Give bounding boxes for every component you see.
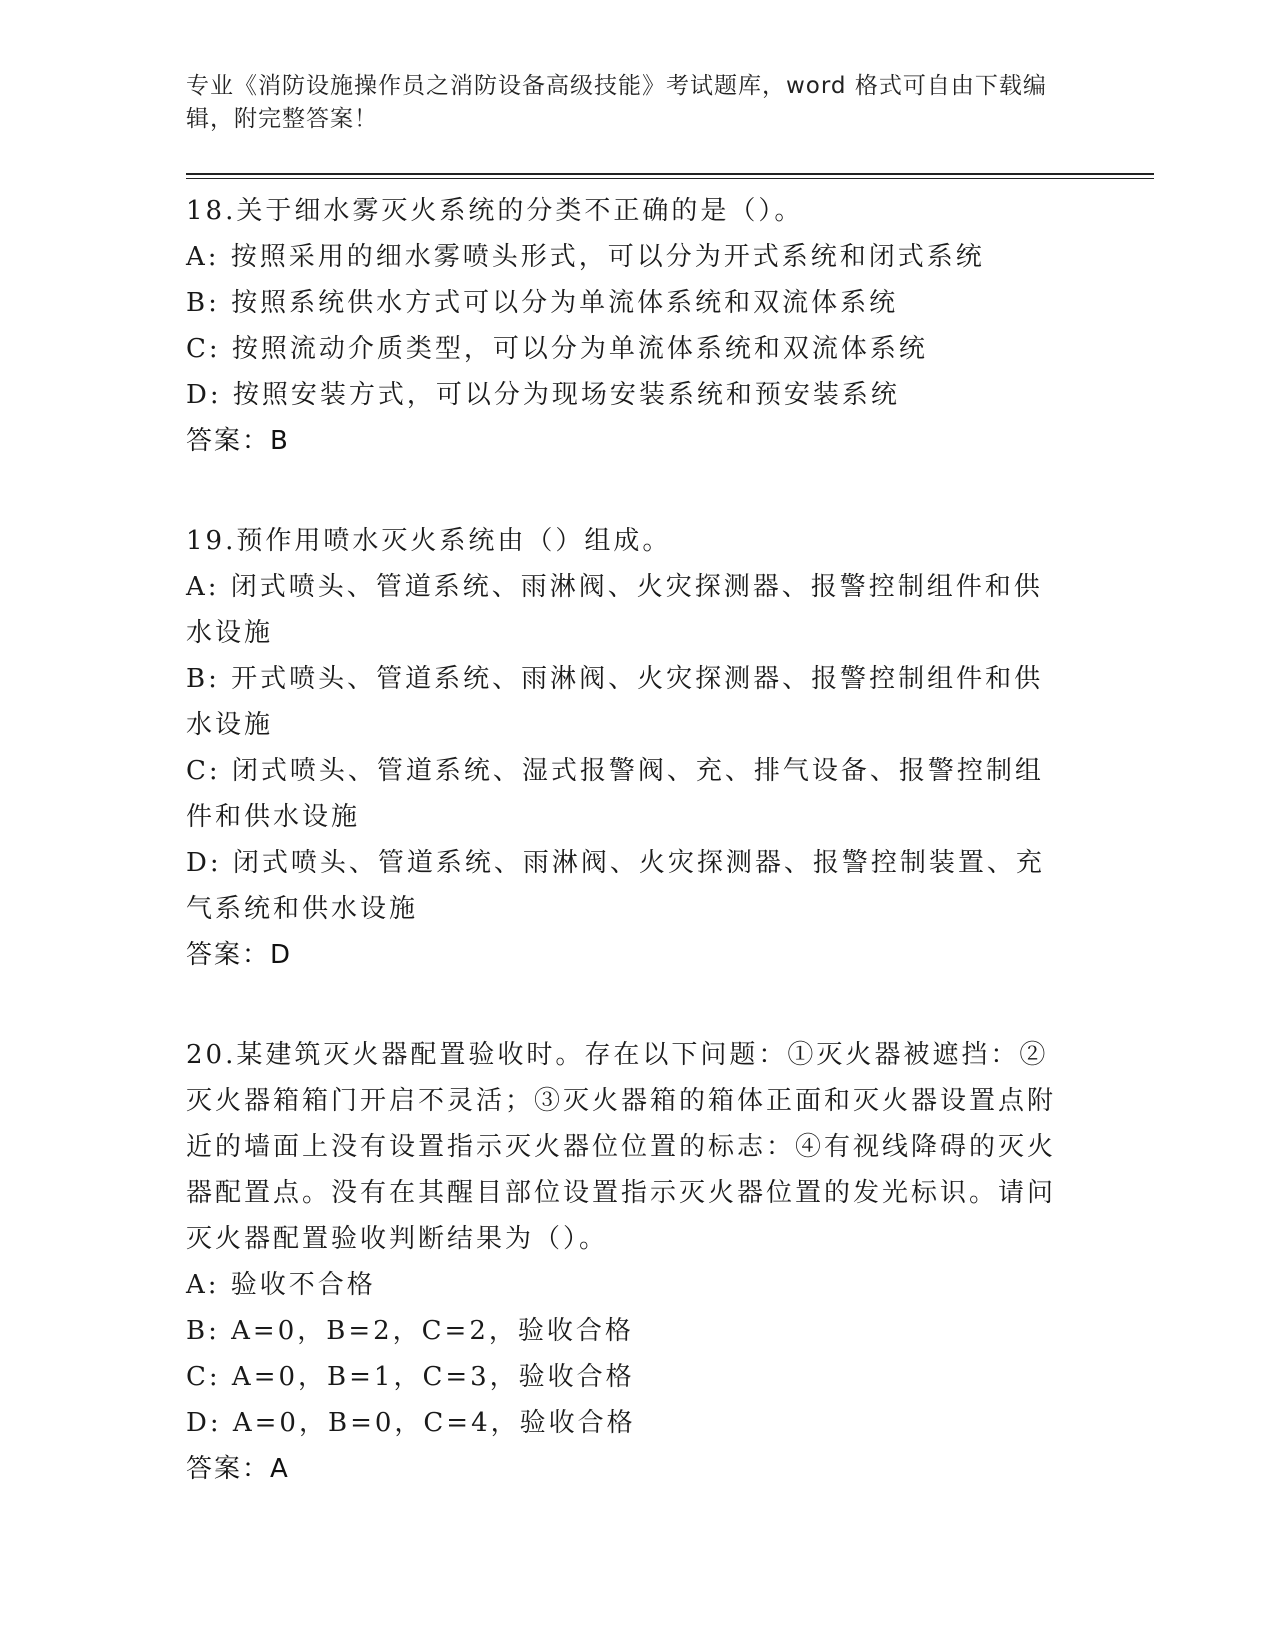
option-d: D: A=0，B=0，C=4，验收合格 <box>186 1408 636 1438</box>
answer-label: 答案：A <box>186 1454 290 1484</box>
answer-label: 答案：B <box>186 426 290 456</box>
question-19 <box>186 518 1066 978</box>
question-stem: 18.关于细水雾灭火系统的分类不正确的是（）。 <box>186 196 804 226</box>
question-18 <box>186 188 1066 464</box>
header-divider-thin <box>186 178 1154 179</box>
option-a: A: 验收不合格 <box>186 1270 376 1300</box>
option-a: A: 按照采用的细水雾喷头形式，可以分为开式系统和闭式系统 <box>186 242 985 272</box>
option-b: B: 按照系统供水方式可以分为单流体系统和双流体系统 <box>186 288 899 318</box>
header-divider-thick <box>186 173 1154 175</box>
question-list <box>186 188 1066 1546</box>
option-c: C: 闭式喷头、管道系统、湿式报警阀、充、排气设备、报警控制组件和供水设施 <box>186 756 1044 832</box>
question-stem: 19.预作用喷水灭火系统由（）组成。 <box>186 526 672 556</box>
question-stem: 20.某建筑灭火器配置验收时。存在以下问题：①灭火器被遮挡：②灭火器箱箱门开启不灵活；③灭火器箱的箱体正面和灭火器设置点附近的墙面上没有设置指示灭火器位位置的标志：④有视线降碍的灭火器配置点。没有在其醒目部位设置指示灭火器位置的发光标识。请问灭火器配置验收判断结果为（）。 <box>186 1040 1057 1254</box>
header-text: 专业《消防设施操作员之消防设备高级技能》考试题库，word 格式可自由下载编辑，附完整答案！ <box>186 73 1047 132</box>
option-d: D: 按照安装方式，可以分为现场安装系统和预安装系统 <box>186 380 900 410</box>
option-c: C: A=0，B=1，C=3，验收合格 <box>186 1362 635 1392</box>
option-b: B: 开式喷头、管道系统、雨淋阀、火灾探测器、报警控制组件和供水设施 <box>186 664 1044 740</box>
option-d: D: 闭式喷头、管道系统、雨淋阀、火灾探测器、报警控制装置、充气系统和供水设施 <box>186 848 1045 924</box>
document-header <box>186 70 1066 136</box>
question-20 <box>186 1032 1066 1492</box>
option-a: A: 闭式喷头、管道系统、雨淋阀、火灾探测器、报警控制组件和供水设施 <box>186 572 1043 648</box>
option-b: B: A=0，B=2，C=2，验收合格 <box>186 1316 634 1346</box>
answer-label: 答案：D <box>186 940 293 970</box>
option-c: C: 按照流动介质类型，可以分为单流体系统和双流体系统 <box>186 334 928 364</box>
